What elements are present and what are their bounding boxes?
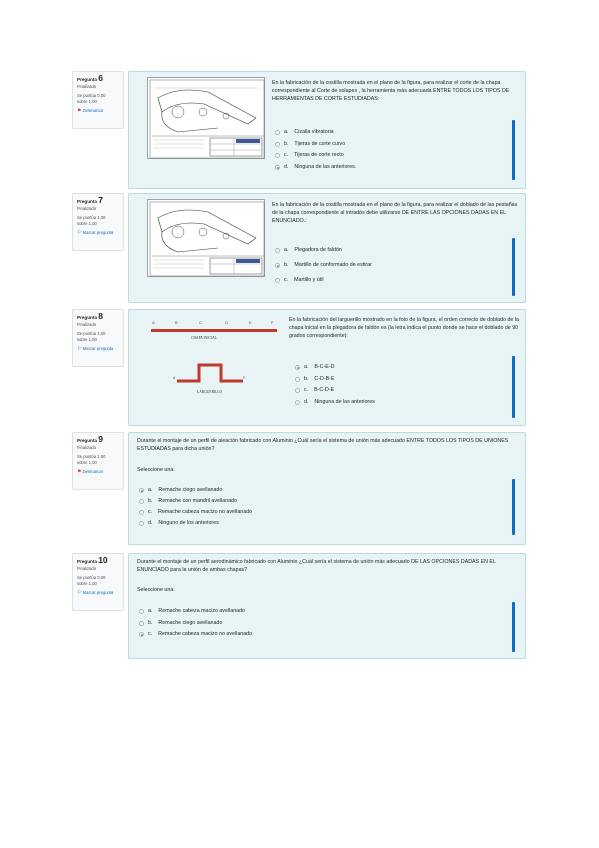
- select-label: Seleccione una:: [137, 587, 175, 593]
- figure-letter-f: F: [271, 320, 274, 325]
- costilla-drawing: [147, 199, 265, 277]
- question-text: Durante el montaje de un perfil aerodinámico fabricado con Aluminio ¿Cuál sería el sistema de unión más adecuado DE LAS OPCIONES DADAS EN EL ENUNCIADO para la unión de ambas chapas?: [137, 559, 496, 573]
- question-9: [72, 432, 526, 545]
- question-number: Pregunta 9: [77, 434, 103, 444]
- answer-option[interactable]: c. Tijeras de corte recto: [275, 150, 356, 162]
- radio-button[interactable]: [275, 130, 280, 135]
- question-text: En la fabricación de la costilla mostrada en el plano de la figura, para realizar el corte de la chapa correspondiente al Corte de solapes , la herramienta más adecuada ENTRE TODOS LOS TIPOS DE HERRAMIENTAS DE CORTE ESTUDIADAS:: [272, 80, 510, 102]
- figure-bottom-label: LARGUERILLO: [197, 390, 223, 394]
- larguerillo-image: [147, 315, 283, 405]
- question-content: [128, 309, 526, 426]
- flag-link[interactable]: ⚐ Marcar pregunta: [77, 230, 114, 236]
- flag-icon: ⚑: [77, 469, 82, 475]
- question-grade: Se puntúa 1,00 sobre 1,00: [77, 215, 106, 226]
- question-info: [72, 71, 124, 129]
- scrollbar[interactable]: [512, 602, 515, 652]
- answer-list: [275, 127, 356, 173]
- answer-list: [139, 485, 252, 529]
- flag-icon: ⚐: [77, 230, 82, 236]
- question-grade: Se puntúa 1,00 sobre 1,00: [77, 454, 106, 465]
- question-state: Finalizado: [77, 84, 97, 89]
- answer-option[interactable]: c. Martillo y útil: [275, 273, 372, 288]
- radio-button-selected[interactable]: [275, 263, 280, 268]
- question-state: Finalizado: [77, 206, 97, 211]
- scrollbar[interactable]: [512, 120, 515, 180]
- figure-letter-d: D: [225, 320, 228, 325]
- question-7: [72, 193, 526, 303]
- question-8: [72, 309, 526, 426]
- radio-button-selected[interactable]: [139, 488, 144, 493]
- question-state: Finalizado: [77, 566, 97, 571]
- question-content: [128, 193, 526, 303]
- question-content: [128, 432, 526, 545]
- radio-button[interactable]: [295, 400, 300, 405]
- radio-button-selected[interactable]: [139, 632, 144, 637]
- question-number: Pregunta 6: [77, 73, 103, 83]
- flag-link[interactable]: ⚐ Marcar pregunta: [77, 346, 114, 352]
- radio-button[interactable]: [295, 377, 300, 382]
- larguerillo-figure: [147, 315, 283, 405]
- radio-button[interactable]: [275, 153, 280, 158]
- select-label: Seleccione una:: [137, 467, 175, 473]
- question-number: Pregunta 8: [77, 311, 103, 321]
- answer-option[interactable]: a. Remache cabeza macizo avellanado: [139, 606, 252, 618]
- answer-option[interactable]: b. Martillo de conformado de estirar: [275, 258, 372, 273]
- answer-option[interactable]: b. Remache con mandril avellanado: [139, 496, 252, 507]
- figure-letter-c: C: [199, 320, 202, 325]
- question-text: En la fabricación del larguerillo mostrado en la foto de la figura, el orden correcto de doblado de la chapa inicial en la plegadora de faldón es (la letra indica el punto donde se hace el doblado de 90 grados correspondiente):: [289, 317, 519, 339]
- radio-button[interactable]: [275, 248, 280, 253]
- question-info: [72, 193, 124, 251]
- radio-button-selected[interactable]: [295, 365, 300, 370]
- flag-icon: ⚐: [77, 346, 82, 352]
- question-info: [72, 553, 124, 611]
- costilla-plan-image: [148, 200, 266, 278]
- answer-option[interactable]: a. Remache ciego avellanado: [139, 485, 252, 496]
- answer-option[interactable]: c. B-C-D-E: [295, 385, 375, 397]
- answer-list: [275, 243, 372, 288]
- radio-button[interactable]: [295, 388, 300, 393]
- flag-icon: ⚐: [77, 590, 82, 596]
- answer-option[interactable]: c. Remache cabeza macizo no avellanado: [139, 629, 252, 641]
- question-10: [72, 553, 526, 659]
- costilla-plan-image: [148, 78, 266, 160]
- question-content: [128, 553, 526, 659]
- costilla-drawing: [147, 77, 265, 159]
- flag-link[interactable]: ⚑ Desmarcar: [77, 469, 104, 475]
- scrollbar[interactable]: [512, 356, 515, 418]
- figure-letter-a: A: [152, 320, 155, 325]
- question-6: [72, 71, 526, 189]
- answer-option[interactable]: a. Plegadora de faldón: [275, 243, 372, 258]
- question-content: [128, 71, 526, 189]
- radio-button[interactable]: [139, 621, 144, 626]
- answer-option[interactable]: d. Ninguno de los anteriores: [139, 518, 252, 529]
- answer-option[interactable]: d. Ninguna de las anteriores.: [275, 162, 356, 174]
- radio-button-selected[interactable]: [275, 165, 280, 170]
- flag-icon: ⚑: [77, 108, 82, 114]
- svg-text:A: A: [173, 376, 176, 380]
- answer-option[interactable]: b. Remache ciego avellanado: [139, 618, 252, 630]
- figure-top-label: CHAPA INICIAL: [191, 336, 217, 340]
- question-state: Finalizado: [77, 322, 97, 327]
- svg-text:F: F: [243, 376, 246, 380]
- scrollbar[interactable]: [512, 238, 515, 296]
- answer-option[interactable]: a. B-C-E-D: [295, 362, 375, 374]
- answer-option[interactable]: d. Ninguna de las anteriores: [295, 397, 375, 409]
- question-number: Pregunta 10: [77, 555, 108, 565]
- question-number: Pregunta 7: [77, 195, 103, 205]
- answer-option[interactable]: c. Remache cabeza macizo no avellanado: [139, 507, 252, 518]
- flag-link[interactable]: ⚑ Desmarcar: [77, 108, 104, 114]
- radio-button[interactable]: [139, 510, 144, 515]
- question-grade: Se puntúa 1,00 sobre 1,00: [77, 331, 106, 342]
- scrollbar[interactable]: [512, 479, 515, 535]
- answer-list: [139, 606, 252, 641]
- figure-letter-e: E: [249, 320, 252, 325]
- question-text: En la fabricación de la costilla mostrada en el plano de la figura, para realizar el doblado de las pestañas de la chapa correspondiente al intradós debe utilizarse DE ENTRE LAS OPCIONES DADAS EN EL ENUNCIADO.:: [272, 202, 518, 224]
- radio-button[interactable]: [275, 142, 280, 147]
- radio-button[interactable]: [139, 499, 144, 504]
- answer-option[interactable]: a. Cizalla vibratoria: [275, 127, 356, 139]
- answer-option[interactable]: b. C-D-B-E: [295, 374, 375, 386]
- flag-link[interactable]: ⚐ Marcar pregunta: [77, 590, 114, 596]
- figure-letter-b: B: [175, 320, 178, 325]
- radio-button[interactable]: [139, 609, 144, 614]
- answer-option[interactable]: b. Tijeras de corte curvo: [275, 139, 356, 151]
- answer-list: [295, 362, 375, 408]
- radio-button[interactable]: [275, 278, 280, 283]
- question-grade: Se puntúa 0,00 sobre 1,00: [77, 93, 106, 104]
- question-grade: Se puntúa 0,00 sobre 1,00: [77, 575, 106, 586]
- question-state: Finalizado: [77, 445, 97, 450]
- question-info: [72, 309, 124, 367]
- question-text: Durante el montaje de un perfil de aleación fabricado con Aluminio ¿Cuál sería el sistema de unión más adecuado ENTRE TODOS LOS TIPOS DE UNIONES ESTUDIADAS para dicha unión?: [137, 438, 509, 452]
- question-info: [72, 432, 124, 490]
- radio-button[interactable]: [139, 521, 144, 526]
